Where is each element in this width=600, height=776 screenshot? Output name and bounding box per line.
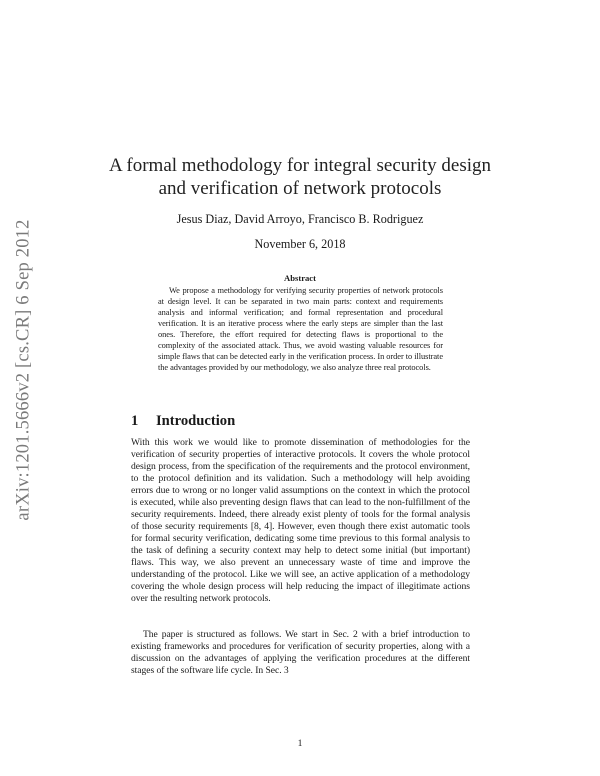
arxiv-identifier [10,200,38,540]
abstract-heading: Abstract [284,273,316,283]
body-paragraph: The paper is structured as follows. We start in Sec. 2 with a brief introduction to existing frameworks and procedures for verification of security properties, along with a discussion on the advantages of applying the verification procedures at the different stages of the software life cycle. In Sec. 3 [131,629,470,676]
body-paragraph: With this work we would like to promote dissemination of methodologies for the verification of security properties of interactive protocols. It covers the whole protocol design process, from the specification of the requirements and the protocol environment, to the protocol definition and its validation. Such a methodology will help avoiding errors due to wrong or no longer valid assumptions on the context in which the protocol is executed, while also preventing design flaws that can lead to the non-fulfillment of the security requirements. Indeed, there already exist plenty of tools for the formal analysis of those security requirements [8, 4]. However, even though there exist automatic tools for formal security verification, dedicating some time previous to this formal analysis to the task of defining a security context may help to detect some initial (but important) flaws. This way, we also prevent an unnecessary waste of time and improve the understanding of the protocol. Like we will see, an active application of a methodology covering the whole design process will help reducing the impact of illegitimate actions over the resulting network protocols. [131,437,470,604]
arxiv-identifier-text: arXiv:1201.5666v2 [cs.CR] 6 Sep 2012 [13,219,34,521]
paper-authors: Jesus Diaz, David Arroyo, Francisco B. Rodriguez [176,212,424,226]
abstract-text: We propose a methodology for verifying security properties of network protocols at design level. It can be separated in two main parts: context and requirements analysis and informal verification; and formal representation and procedural verification. It is an iterative process where the early steps are simpler than the last ones. Therefore, the effort required for detecting flaws is proportional to the complexity of the associated attack. Thus, we avoid wasting valuable resources for simple flaws that can be detected early in the verification process. In order to illustrate the advantages provided by our methodology, we also analyze three real protocols. [158,286,443,372]
paper-title: A formal methodology for integral security design and verification of network protocols [108,155,492,199]
page-number: 1 [297,738,303,749]
section-number: 1 [131,413,139,429]
section-heading [131,413,235,430]
paper-date: November 6, 2018 [254,237,346,251]
section-title: Introduction [156,413,236,429]
